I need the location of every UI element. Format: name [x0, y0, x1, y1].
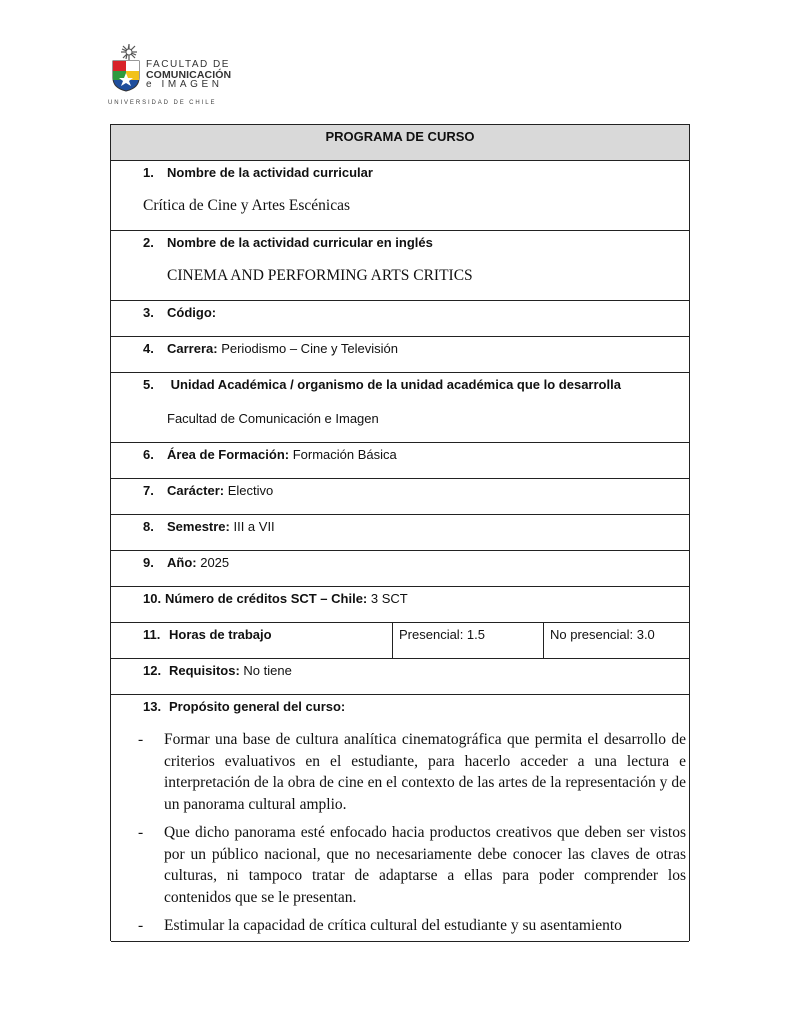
bullet-dash: - [138, 731, 144, 748]
no-presencial-hours: No presencial: 3.0 [550, 627, 655, 642]
row-label: Carrera: [167, 341, 218, 356]
row-number: 2. [143, 235, 154, 250]
row-work-hours [111, 623, 689, 659]
year-value: 2025 [196, 555, 230, 570]
row-number: 7. [143, 483, 154, 498]
logo-line-2: COMUNICACIÓN [146, 69, 232, 81]
activity-name-value: Crítica de Cine y Artes Escénicas [143, 197, 351, 214]
row-academic-unit [111, 373, 689, 443]
row-number: 3. [143, 305, 154, 320]
cell-divider [543, 623, 544, 658]
character-value: Electivo [224, 483, 274, 498]
purpose-text: Que dicho panorama esté enfocado hacia productos creativos que deben ser vistos por un público nacional, que no necesariamente debe conocer las claves de otras culturas, ni tampoco tratar de adaptarse a ellas para poder comprender los contenidos que se le presentan. [164, 824, 686, 906]
cell-divider [392, 623, 393, 658]
row-number: 1. [143, 165, 154, 180]
row-number: 4. [143, 341, 154, 356]
bullet-dash: - [138, 824, 144, 841]
academic-unit-value: Facultad de Comunicación e Imagen [167, 411, 379, 426]
row-number: 13. [143, 699, 162, 714]
row-label: Número de créditos SCT – Chile: [165, 591, 368, 606]
row-semester [111, 515, 689, 551]
purpose-bullet [138, 915, 686, 937]
row-year [111, 551, 689, 587]
purpose-bullet [138, 822, 686, 908]
row-purpose [111, 695, 689, 942]
row-character [111, 479, 689, 515]
university-shield-icon [112, 60, 140, 92]
activity-name-english-value: CINEMA AND PERFORMING ARTS CRITICS [167, 267, 473, 284]
row-formation-area [111, 443, 689, 479]
formation-area-value: Formación Básica [289, 447, 397, 462]
row-label: Código: [167, 305, 217, 320]
row-career [111, 337, 689, 373]
logo-line-1: FACULTAD DE [146, 59, 230, 70]
row-label: Requisitos: [169, 663, 240, 678]
row-label: Nombre de la actividad curricular [167, 165, 373, 180]
faculty-logo [108, 44, 238, 110]
row-number: 8. [143, 519, 154, 534]
row-code [111, 301, 689, 337]
row-label: Horas de trabajo [169, 627, 272, 642]
row-label: Nombre de la actividad curricular en inglés [167, 235, 433, 250]
presencial-hours: Presencial: 1.5 [399, 627, 485, 642]
purpose-bullet [138, 729, 686, 815]
row-number: 11. [143, 627, 161, 642]
row-label: Carácter: [167, 483, 225, 498]
bullet-dash: - [138, 917, 144, 934]
logo-university: UNIVERSIDAD DE CHILE [108, 100, 217, 106]
row-label: Semestre: [167, 519, 230, 534]
purpose-text: Estimular la capacidad de crítica cultural del estudiante y su asentamiento [164, 917, 622, 934]
row-number: 6. [143, 447, 154, 462]
career-value: Periodismo – Cine y Televisión [217, 341, 398, 356]
row-label: Unidad Académica / organismo de la unidad académica que lo desarrolla [170, 377, 621, 392]
credits-value: 3 SCT [367, 591, 408, 606]
row-activity-name-english [111, 231, 689, 301]
requirements-value: No tiene [239, 663, 292, 678]
course-program-table [110, 124, 690, 941]
purpose-text: Formar una base de cultura analítica cinematográfica que permita el desarrollo de criterios evaluativos en el estudiante, para hacerlo acceder a una lectura e interpretación de la obra de cine en el contexto de las artes de la representación y de un panorama cultural amplio. [164, 731, 686, 813]
semester-value: III a VII [229, 519, 275, 534]
logo-line-3: e IMAGEN [146, 79, 223, 90]
table-title-row [111, 125, 689, 161]
row-credits [111, 587, 689, 623]
row-requirements [111, 659, 689, 695]
row-number: 10. [143, 591, 162, 606]
row-label: Propósito general del curso: [169, 699, 346, 714]
row-label: Año: [167, 555, 197, 570]
row-label: Área de Formación: [167, 447, 290, 462]
row-activity-name [111, 161, 689, 231]
row-number: 12. [143, 663, 162, 678]
table-title: PROGRAMA DE CURSO [325, 129, 475, 144]
row-number: 5. [143, 377, 154, 392]
row-number: 9. [143, 555, 154, 570]
sunburst-icon [121, 44, 137, 60]
